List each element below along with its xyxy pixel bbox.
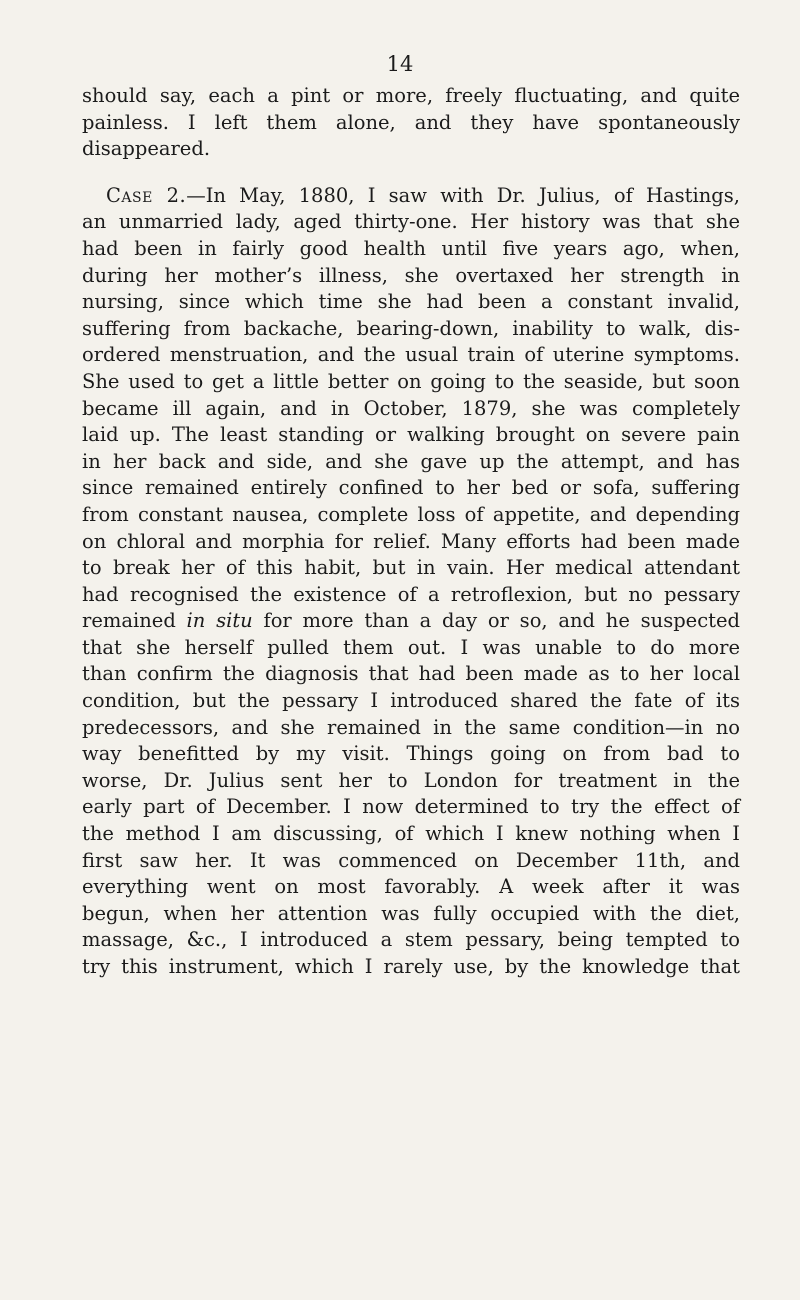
text-line: became ill again, and in October, 1879, she was completely — [82, 396, 740, 420]
text-fragment: for more than a day or so, and he suspected — [252, 609, 740, 633]
text-line: begun, when her attention was fully occupied with the diet, — [82, 901, 740, 925]
text-line: from constant nausea, complete loss of appetite, and depending — [82, 502, 740, 526]
text-line: on chloral and morphia for relief. Many efforts had been made — [82, 529, 740, 553]
text-line: that she herself pulled them out. I was unable to do more — [82, 635, 740, 659]
text-line: worse, Dr. Julius sent her to London for treatment in the — [82, 768, 740, 792]
text-line: had recognised the existence of a retroflexion, but no pessary — [82, 582, 740, 606]
text-line: the method I am discussing, of which I knew nothing when I — [82, 822, 740, 846]
text-line: an unmarried lady, aged thirty-one. Her history was that she — [82, 210, 740, 234]
text-line: should say, each a pint or more, freely fluctuating, and quite — [82, 84, 740, 107]
page-number: 14 — [386, 52, 414, 76]
text-line: laid up. The least standing or walking brought on severe pain — [82, 423, 740, 447]
text-fragment: remained — [82, 609, 187, 633]
case-label: Case 2. — [106, 183, 187, 207]
text-line: during her mother’s illness, she overtaxed her strength in — [82, 263, 740, 287]
text-line: way benefitted by my visit. Things going on from bad to — [82, 742, 740, 766]
case-first-line: —In May, 1880, I saw with Dr. Julius, of Hastings, — [186, 183, 740, 207]
paragraph-case-2 — [82, 183, 740, 981]
body-text — [82, 83, 740, 981]
text-line: to break her of this habit, but in vain. Her medical attendant — [82, 556, 740, 580]
text-line: predecessors, and she remained in the same condition—in no — [82, 715, 740, 739]
text-line: in her back and side, and she gave up the attempt, and has — [82, 449, 740, 473]
text-line: first saw her. It was commenced on December 11th, and — [82, 848, 740, 872]
text-line: had been in fairly good health until five years ago, when, — [82, 236, 740, 260]
paragraph-continuation — [82, 83, 740, 163]
text-line: She used to get a little better on going to the seaside, but soon — [82, 369, 740, 393]
text-line: early part of December. I now determined to try the effect of — [82, 795, 740, 819]
text-line — [82, 608, 740, 635]
text-line: condition, but the pessary I introduced shared the fate of its — [82, 689, 740, 713]
text-line: disappeared. — [82, 137, 211, 161]
text-line: than confirm the diagnosis that had been made as to her local — [82, 662, 740, 686]
text-line: painless. I left them alone, and they have spontaneously — [82, 110, 740, 134]
text-line: ordered menstruation, and the usual train of uterine symptoms. — [82, 343, 740, 367]
italic-phrase: in situ — [186, 609, 253, 633]
text-line: suffering from backache, bearing-down, inability to walk, dis- — [82, 316, 740, 340]
text-line: everything went on most favorably. A week after it was — [82, 875, 740, 899]
text-line: massage, &c., I introduced a stem pessary, being tempted to — [82, 928, 740, 952]
text-line — [82, 183, 740, 210]
text-line: nursing, since which time she had been a constant invalid, — [82, 290, 740, 314]
text-line: try this instrument, which I rarely use, by the knowledge that — [82, 955, 740, 978]
text-line: since remained entirely confined to her bed or sofa, suffering — [82, 476, 740, 500]
